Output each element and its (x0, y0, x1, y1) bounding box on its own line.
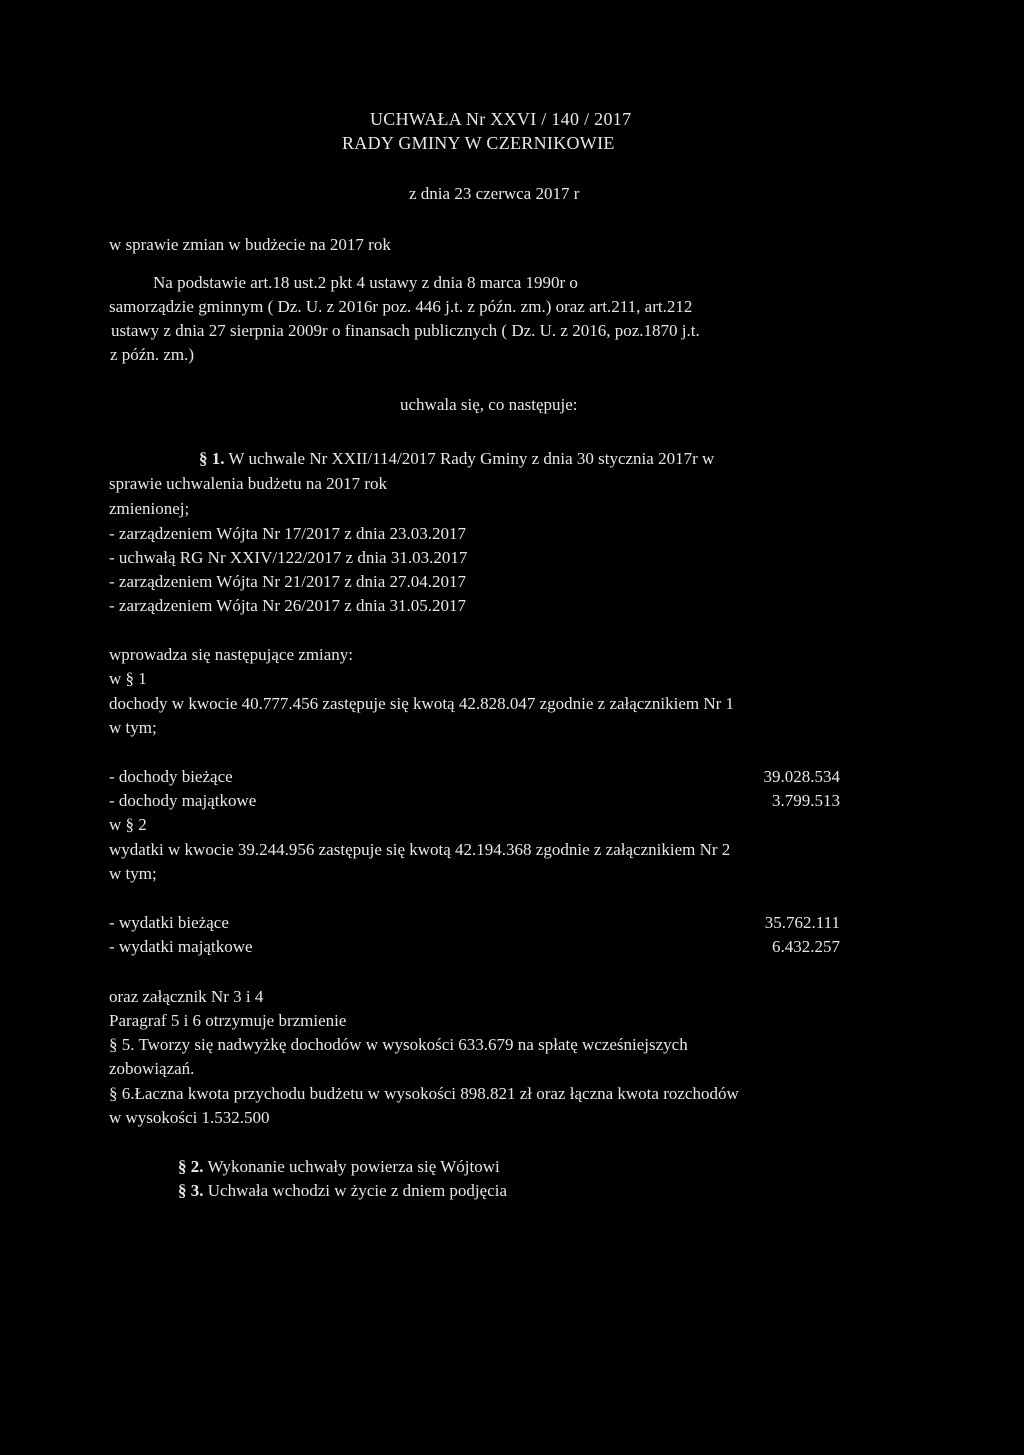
section-3-text: Uchwała wchodzi w życie z dniem podjęcia (207, 1181, 508, 1200)
section-2-text: Wykonanie uchwały powierza się Wójtowi (207, 1157, 500, 1176)
resolution-title: UCHWAŁA Nr XXVI / 140 / 2017 (370, 109, 632, 129)
resolution-subject: w sprawie zmian w budżecie na 2017 rok (109, 235, 391, 254)
income-item-label-2: - dochody majątkowe (109, 791, 257, 810)
paragraph-1-mark: w § 1 (109, 669, 147, 688)
section-1-line-3: zmienionej; (109, 499, 190, 518)
income-line: dochody w kwocie 40.777.456 zastępuje się kwotą 42.828.047 zgodnie z załącznikiem Nr 1 (109, 694, 735, 713)
resolves-clause: uchwala się, co następuje: (400, 395, 578, 414)
paragraph-6-line-1: § 6.Łaczna kwota przychodu budżetu w wysokości 898.821 zł oraz łączna kwota rozchodów (109, 1084, 739, 1103)
attachments-line: oraz załącznik Nr 3 i 4 (109, 987, 264, 1006)
paragraph-wording-line: Paragraf 5 i 6 otrzymuje brzmienie (109, 1011, 347, 1030)
council-name: RADY GMINY W CZERNIKOWIE (342, 133, 615, 153)
expense-item-value-2: 6.432.257 (772, 937, 840, 956)
amendment-2: - uchwałą RG Nr XXIV/122/2017 z dnia 31.03.2017 (109, 548, 468, 567)
paragraph-6-line-2: w wysokości 1.532.500 (109, 1108, 270, 1127)
paragraph-2-mark: w § 2 (109, 815, 147, 834)
income-item-value-1: 39.028.534 (763, 767, 840, 786)
amendment-1: - zarządzeniem Wójta Nr 17/2017 z dnia 23.03.2017 (109, 524, 467, 543)
section-1-mark: § 1. (199, 449, 225, 468)
section-3-mark: § 3. (178, 1181, 204, 1200)
expense-item-value-1: 35.762.111 (764, 913, 840, 932)
section-1-line-1 (199, 447, 714, 470)
income-wtym: w tym; (109, 718, 157, 737)
expense-wtym: w tym; (109, 864, 157, 883)
income-item-value-2: 3.799.513 (772, 791, 840, 810)
paragraph-5-line-2: zobowiązań. (109, 1059, 195, 1078)
expense-item-label-2: - wydatki majątkowe (109, 937, 253, 956)
section-2-mark: § 2. (178, 1157, 204, 1176)
paragraph-5-line-1: § 5. Tworzy się nadwyżkę dochodów w wysokości 633.679 na spłatę wcześniejszych (109, 1035, 688, 1054)
preamble-line-3: ustawy z dnia 27 sierpnia 2009r o finansach publicznych ( Dz. U. z 2016, poz.1870 j.t. (111, 321, 700, 340)
amendment-4: - zarządzeniem Wójta Nr 26/2017 z dnia 31.05.2017 (109, 596, 467, 615)
preamble-line-1: Na podstawie art.18 ust.2 pkt 4 ustawy z dnia 8 marca 1990r o (153, 273, 578, 292)
preamble-line-4: z późn. zm.) (110, 345, 195, 364)
expense-line: wydatki w kwocie 39.244.956 zastępuje się kwotą 42.194.368 zgodnie z załącznikiem Nr 2 (109, 840, 731, 859)
section-1-text: W uchwale Nr XXII/114/2017 Rady Gminy z dnia 30 stycznia 2017r w (228, 449, 715, 468)
changes-intro: wprowadza się następujące zmiany: (109, 645, 354, 664)
resolution-date: z dnia 23 czerwca 2017 r (409, 184, 580, 203)
preamble-line-2: samorządzie gminnym ( Dz. U. z 2016r poz. 446 j.t. z późn. zm.) oraz art.211, art.212 (109, 297, 693, 316)
section-3 (178, 1179, 507, 1202)
expense-item-label-1: - wydatki bieżące (109, 913, 229, 932)
amendment-3: - zarządzeniem Wójta Nr 21/2017 z dnia 27.04.2017 (109, 572, 467, 591)
income-item-label-1: - dochody bieżące (109, 767, 233, 786)
section-2 (178, 1155, 500, 1178)
section-1-line-2: sprawie uchwalenia budżetu na 2017 rok (109, 474, 388, 493)
